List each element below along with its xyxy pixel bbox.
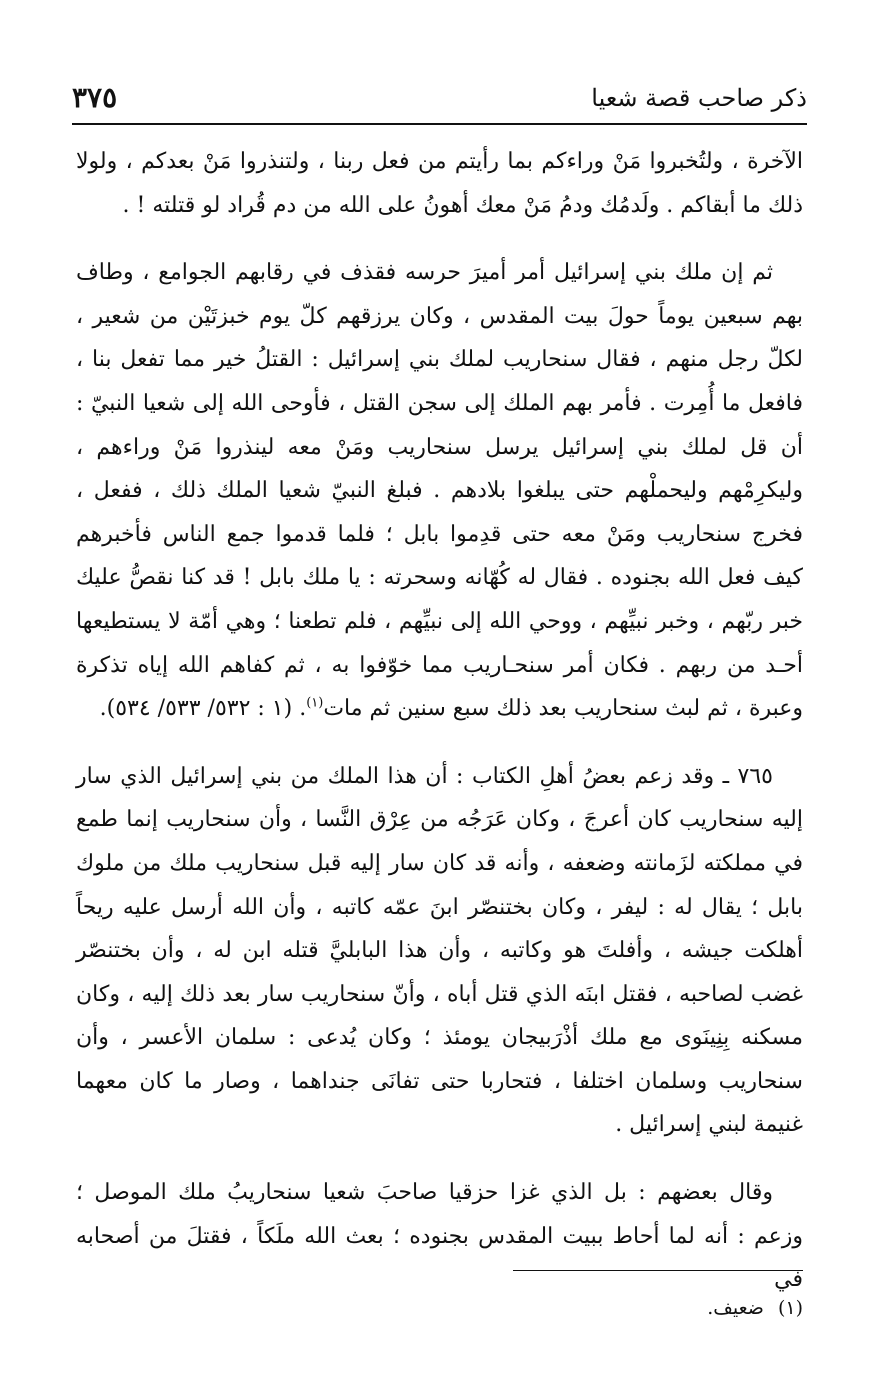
page-header bbox=[72, 78, 807, 122]
paragraph-hezekiah: وقال بعضهم : بل الذي غزا حزقيا صاحبَ شعيا سنحاريبُ ملك الموصل ؛ وزعم : أنه لما أحاط ببيت المقدس بجنوده ؛ بعث الله ملَكاً ، فقتلَ من أصحابه في bbox=[76, 1180, 803, 1293]
running-title: ذكر صاحب قصة شعيا bbox=[591, 84, 807, 112]
paragraph-765: ٧٦٥ ـ وقد زعم بعضُ أهلِ الكتاب : أن هذا الملك من بني إسرائيل الذي سار إليه سنحاريب كان أعرجَ ، وكان عَرَجُه من عِرْق النَّسا ، وأن سنحاريب إنما طمع في مملكته لزَمانته وضعفه ، وأنه قد كان سار إليه قبل سنحاريب ملك من ملوك بابل ؛ يقال له : ليفر ، وكان بختنصّر ابنَ عمّه كاتبه ، وأن الله أرسل عليه ريحاً أهلكت جيشه ، وأفلتَ هو وكاتبه ، وأن هذا البابليَّ قتله ابن له ، وأن بختنصّر غضب لصاحبه ، فقتل ابنَه الذي قتل أباه ، وأنّ سنحاريب سار بعد ذلك إليه ، وكان مسكنه بِنِينَوى مع ملك أذْرَبيجان يومئذ ؛ وكان يُدعى : سلمان الأعسر ، وأن سنحاريب وسلمان اختلفا ، فتحاربا حتى تفانَى جنداهما ، وصار ما كان معهما غنيمة لبني إسرائيل . bbox=[76, 763, 803, 1138]
footnote-text: ضعيف. bbox=[707, 1297, 764, 1319]
citation-reference: . (١ : ٥٣٢/ ٥٣٣/ ٥٣٤). bbox=[99, 696, 307, 722]
footnote-divider bbox=[513, 1270, 803, 1271]
paragraph-continuation: الآخرة ، ولتُخبروا مَنْ وراءكم بما رأيتم من فعل ربنا ، ولتنذروا مَنْ بعدكم ، ولولا ذلك ما أبقاكم . ولَدمُك ودمُ مَنْ معك أهونُ على الله من دم قُراد لو قتلته ! . bbox=[76, 149, 803, 218]
paragraph-sennacherib-release bbox=[76, 251, 803, 731]
header-divider bbox=[72, 123, 807, 125]
body-text bbox=[76, 140, 803, 1302]
footnote bbox=[76, 1292, 803, 1324]
footnote-reference: (١) bbox=[306, 695, 324, 711]
paragraph-text: ثم إن ملك بني إسرائيل أمر أميرَ حرسه فقذف في رقابهم الجوامع ، وطاف بهم سبعين يوماً حولَ بيت المقدس ، وكان يرزقهم كلّ يوم خبزتَيْن من شعير ، لكلّ رجل منهم ، فقال سنحاريب لملك بني إسرائيل : القتلُ خير مما تفعل بنا ، فافعل ما أُمِرت . فأمر بهم الملك إلى سجن القتل ، فأوحى الله إلى شعيا النبيّ : أن قل لملك بني إسرائيل يرسل سنحاريب ومَنْ معه لينذروا مَنْ وراءهم ، وليكرِمْهم وليحملْهم حتى يبلغوا بلادهم . فبلغ النبيّ شعيا الملك ذلك ، ففعل ، فخرج سنحاريب ومَنْ معه حتى قدِموا بابل ؛ فلما قدموا جمع الناس فأخبرهم كيف فعل الله بجنوده . فقال له كُهّانه وسحرته : يا ملك بابل ! قد كنا نقصُّ عليك خبر ربّهم ، وخبر نبيِّهم ، ووحي الله إلى نبيِّهم ، فلم تطعنا ؛ وهي أمّة لا يستطيعها أحـد من ربهم . فكان أمر سنحـاريب مما خوّفوا به ، ثم كفاهم الله إياه تذكرة وعبرة ، ثم لبث سنحاريب بعد ذلك سبع سنين ثم مات bbox=[76, 260, 803, 722]
page-number: ٣٧٥ bbox=[72, 81, 118, 114]
footnote-number: (١) bbox=[777, 1297, 803, 1319]
